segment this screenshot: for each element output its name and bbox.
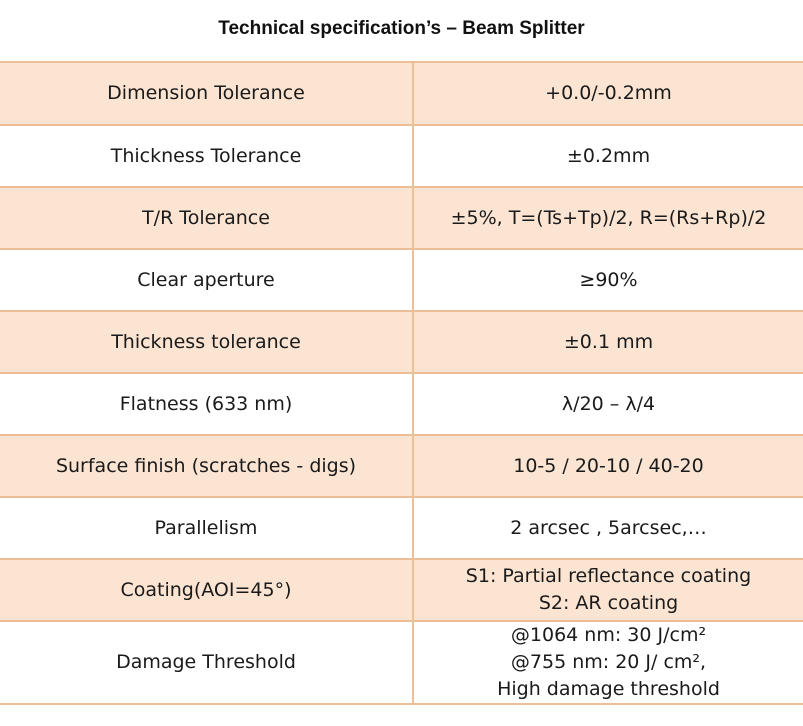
value-line: λ/20 – λ/4	[561, 392, 656, 415]
value-line: 2 arcsec , 5arcsec,…	[510, 516, 707, 539]
value-cell	[413, 62, 803, 125]
parameter-cell: Thickness Tolerance	[0, 125, 413, 187]
parameter-cell: Surface finish (scratches - digs)	[0, 435, 413, 497]
value-line: @755 nm: 20 J/ cm²,	[510, 651, 707, 673]
value-line: 10-5 / 20-10 / 40-20	[513, 454, 704, 477]
table-row	[0, 497, 803, 559]
table-row	[0, 435, 803, 497]
table-row	[0, 311, 803, 373]
value-line: +0.0/-0.2mm	[545, 82, 672, 104]
value-cell	[413, 559, 803, 621]
table-row	[0, 62, 803, 125]
parameter-cell: Thickness tolerance	[0, 311, 413, 373]
parameter-cell: T/R Tolerance	[0, 187, 413, 249]
value-line: S1: Partial reflectance coating	[465, 565, 752, 587]
table-row	[0, 621, 803, 704]
parameter-cell: Damage Threshold	[0, 621, 413, 704]
page-title: Technical specification’s – Beam Splitter	[218, 18, 585, 39]
value-cell	[413, 125, 803, 187]
value-line: ≥90%	[579, 268, 638, 291]
value-line: @1064 nm: 30 J/cm²	[510, 624, 707, 646]
table-row	[0, 373, 803, 435]
value-line: ±0.2mm	[566, 144, 651, 167]
spec-table	[0, 61, 803, 705]
parameter-cell: Dimension Tolerance	[0, 62, 413, 125]
value-cell	[413, 373, 803, 435]
value-cell	[413, 435, 803, 497]
value-cell	[413, 497, 803, 559]
parameter-cell: Coating(AOI=45°)	[0, 559, 413, 621]
value-cell	[413, 187, 803, 249]
table-row	[0, 559, 803, 621]
value-line: S2: AR coating	[538, 592, 679, 614]
parameter-cell: Clear aperture	[0, 249, 413, 311]
value-cell	[413, 249, 803, 311]
parameter-cell: Flatness (633 nm)	[0, 373, 413, 435]
value-cell	[413, 311, 803, 373]
value-line: High damage threshold	[497, 678, 720, 700]
value-line: ±5%, T=(Ts+Tp)/2, R=(Rs+Rp)/2	[450, 206, 767, 229]
value-cell	[413, 621, 803, 704]
value-line: ±0.1 mm	[563, 330, 654, 353]
table-row	[0, 249, 803, 311]
parameter-cell: Parallelism	[0, 497, 413, 559]
table-row	[0, 125, 803, 187]
table-row	[0, 187, 803, 249]
